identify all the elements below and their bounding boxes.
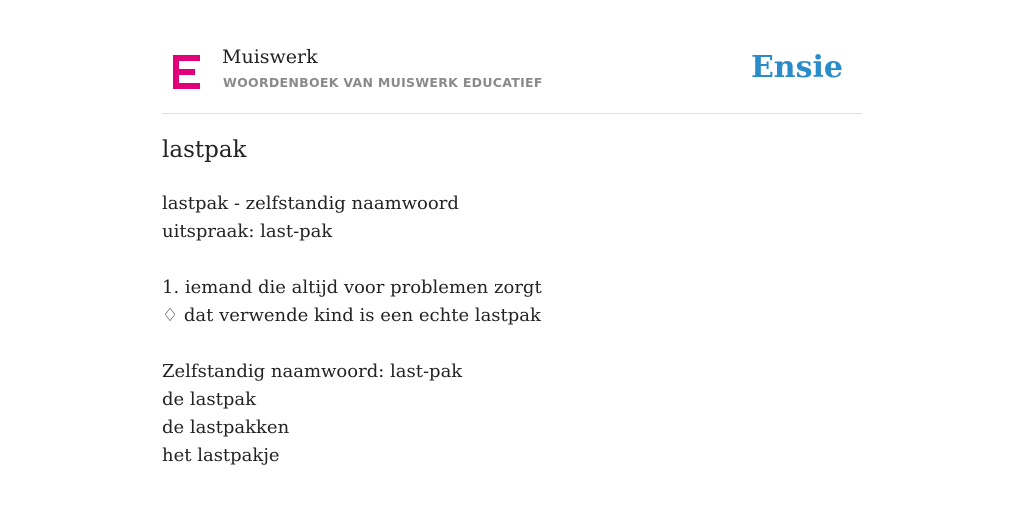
definition-line-example: ♢ dat verwende kind is een echte lastpak (162, 305, 541, 326)
definition-line-word-class: lastpak - zelfstandig naamwoord (162, 193, 459, 214)
site-header (162, 0, 862, 114)
muiswerk-logo-icon[interactable] (173, 55, 200, 89)
site-name[interactable]: Muiswerk (222, 46, 318, 68)
definition-line-plural: de lastpakken (162, 417, 290, 438)
definition-line-diminutive: het lastpakje (162, 445, 280, 466)
definition-line-pronunciation: uitspraak: last-pak (162, 221, 333, 242)
definition-line-meaning: 1. iemand die altijd voor problemen zorgt (162, 277, 542, 298)
definition-line-singular: de lastpak (162, 389, 257, 410)
site-subtitle: WOORDENBOEK VAN MUISWERK EDUCATIEF (223, 75, 543, 90)
page-title: lastpak (162, 137, 247, 163)
definition-body (162, 190, 542, 470)
ensie-brand-link[interactable]: Ensie (750, 50, 843, 85)
definition-line-spacer (162, 330, 542, 358)
definition-line-syllables: Zelfstandig naamwoord: last-pak (162, 361, 463, 382)
definition-line-spacer (162, 246, 542, 274)
